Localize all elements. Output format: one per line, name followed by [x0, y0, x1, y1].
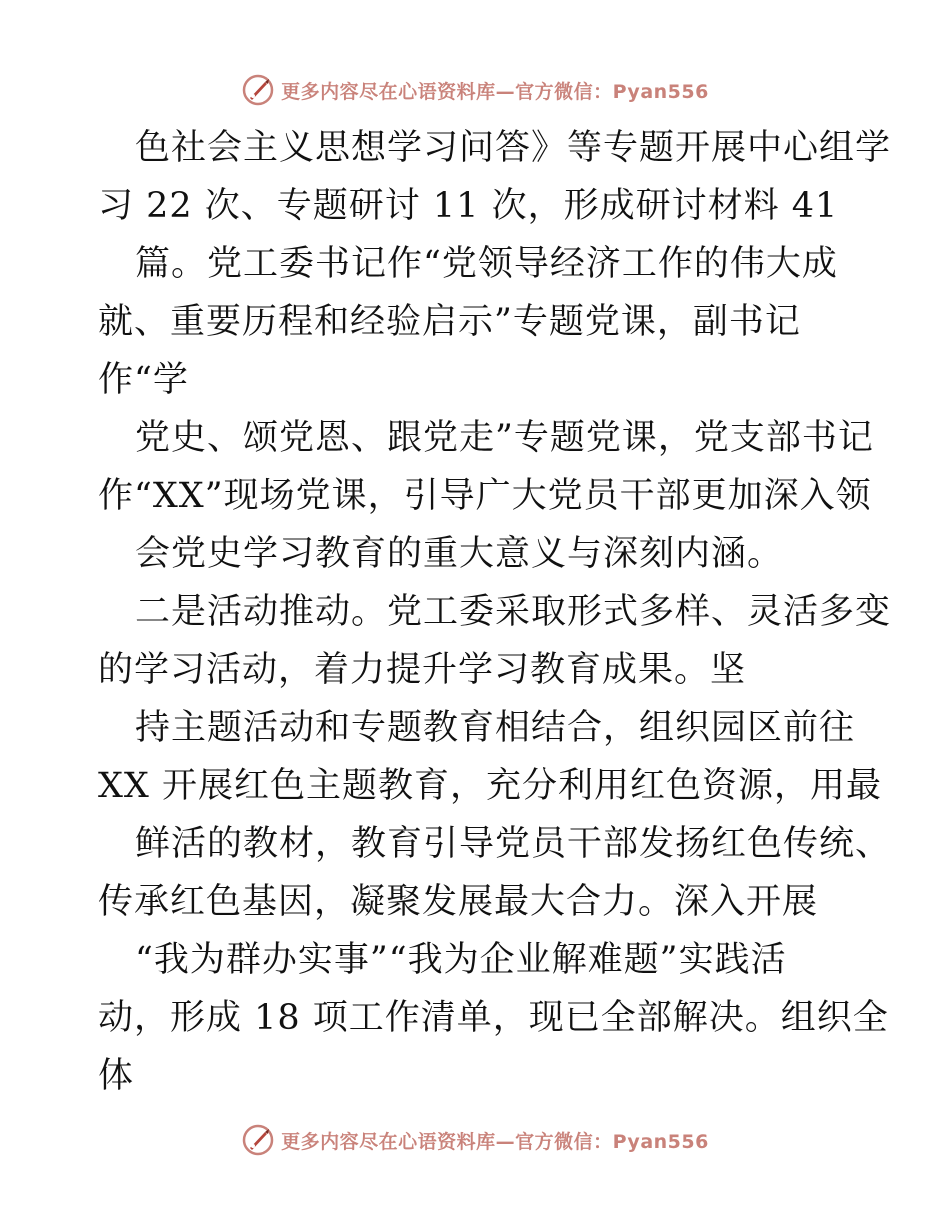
watermark-text: 更多内容尽在心语资料库—官方微信：Pyan556	[281, 1130, 709, 1153]
body-line: 就、重要历程和经验启示”专题党课，副书记	[98, 302, 801, 342]
quill-pen-icon	[241, 1123, 275, 1157]
body-line: “我为群办实事”“我为企业解难题”实践活	[135, 940, 787, 980]
watermark-text: 更多内容尽在心语资料库—官方微信：Pyan556	[281, 80, 709, 103]
footer-watermark-banner	[0, 1120, 950, 1160]
body-line: 会党史学习教育的重大意义与深刻内涵。	[135, 534, 784, 574]
body-line: 传承红色基因，凝聚发展最大合力。深入开展	[98, 882, 819, 922]
body-line: 党史、颂党恩、跟党走”专题党课，党支部书记	[135, 418, 874, 458]
quill-pen-icon	[241, 73, 275, 107]
body-line: 习 22 次、专题研讨 11 次，形成研讨材料 41	[98, 186, 839, 226]
body-line: 持主题活动和专题教育相结合，组织园区前往	[135, 708, 856, 748]
body-line: 动，形成 18 项工作清单，现已全部解决。组织全	[98, 998, 889, 1038]
body-line: 鲜活的教材，教育引导党员干部发扬红色传统、	[135, 824, 892, 864]
body-line: 的学习活动，着力提升学习教育成果。坚	[98, 650, 747, 690]
body-line: 色社会主义思想学习问答》等专题开展中心组学	[135, 128, 892, 168]
body-line: XX 开展红色主题教育，充分利用红色资源，用最	[98, 766, 882, 806]
body-line: 篇。党工委书记作“党领导经济工作的伟大成	[135, 244, 838, 284]
body-line: 作“学	[98, 360, 189, 400]
body-line: 作“XX”现场党课，引导广大党员干部更加深入领	[98, 476, 872, 516]
body-line: 体	[98, 1056, 135, 1096]
body-line: 二是活动推动。党工委采取形式多样、灵活多变	[135, 592, 892, 632]
header-watermark-banner	[0, 70, 950, 110]
